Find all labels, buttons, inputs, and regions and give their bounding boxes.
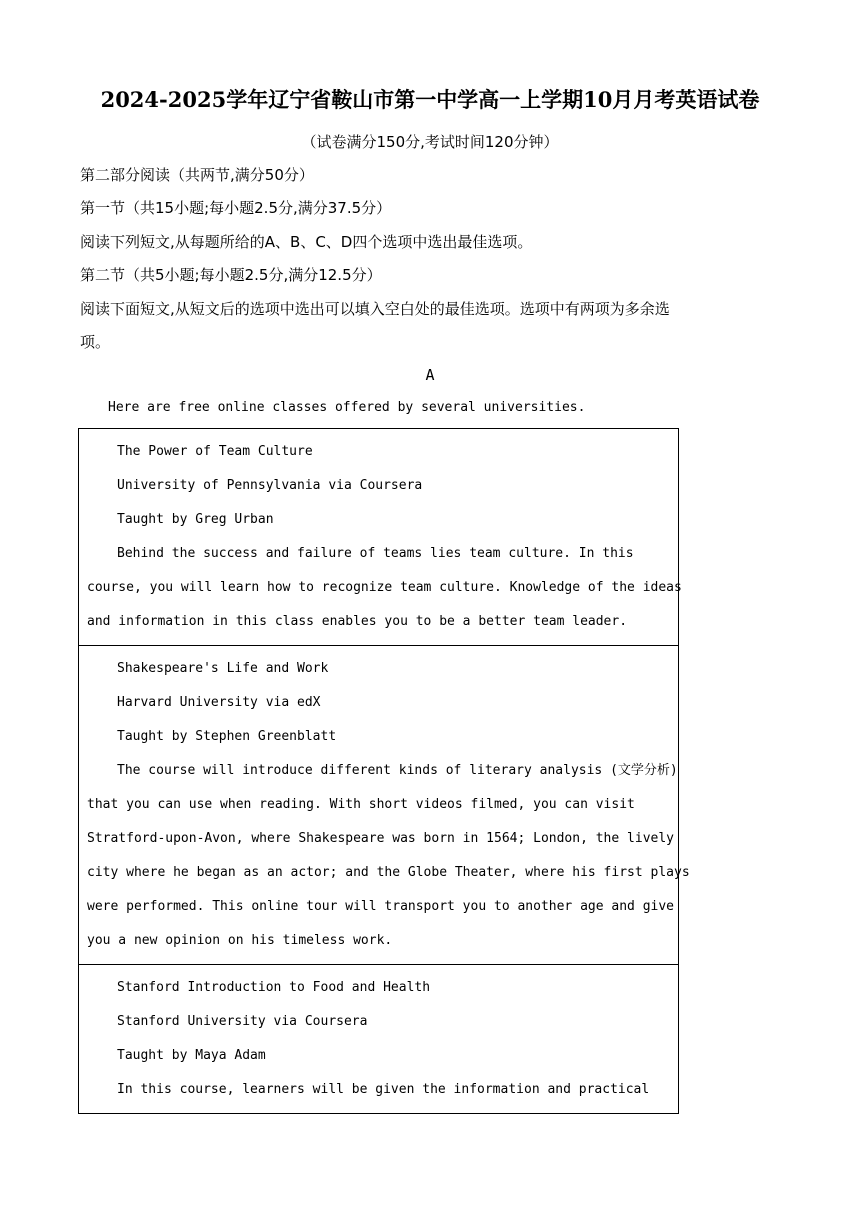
course-description-line: were performed. This online tour will transport you to another age and give	[87, 899, 674, 914]
course-title: Stanford Introduction to Food and Health	[117, 980, 431, 995]
course-teacher: Taught by Greg Urban	[117, 512, 274, 527]
course-provider: Stanford University via Coursera	[117, 1014, 368, 1029]
course-description-line: The course will introduce different kinds of literary analysis (文学分析)	[117, 763, 678, 778]
course-cell	[79, 965, 678, 1113]
course-cell	[79, 646, 690, 965]
course-description-line: Behind the success and failure of teams lies team culture. In this	[117, 546, 634, 561]
course-teacher: Taught by Stephen Greenblatt	[117, 729, 337, 744]
course-title: The Power of Team Culture	[117, 444, 313, 459]
passage-intro: Here are free online classes offered by several universities.	[108, 400, 586, 415]
section2-description-line2: 项。	[80, 333, 111, 351]
exam-title: 2024-2025学年辽宁省鞍山市第一中学高一上学期10月月考英语试卷	[100, 87, 760, 112]
section2-description-line1: 阅读下面短文,从短文后的选项中选出可以填入空白处的最佳选项。选项中有两项为多余选	[80, 300, 670, 318]
part2-heading: 第二部分阅读（共两节,满分50分）	[80, 166, 314, 184]
course-title: Shakespeare's Life and Work	[117, 661, 329, 676]
course-description-line: In this course, learners will be given the information and practical	[117, 1082, 650, 1097]
course-description-line: and information in this class enables you to be a better team leader.	[87, 614, 628, 629]
course-description-line: that you can use when reading. With short videos filmed, you can visit	[87, 797, 635, 812]
section1-heading: 第一节（共15小题;每小题2.5分,满分37.5分）	[80, 199, 392, 217]
course-teacher: Taught by Maya Adam	[117, 1048, 266, 1063]
course-description-line: you a new opinion on his timeless work.	[87, 933, 393, 948]
course-description-line: course, you will learn how to recognize team culture. Knowledge of the ideas	[87, 580, 682, 595]
section1-description: 阅读下列短文,从每题所给的A、B、C、D四个选项中选出最佳选项。	[80, 233, 533, 251]
exam-subtitle: （试卷满分150分,考试时间120分钟）	[301, 133, 559, 151]
course-provider: University of Pennsylvania via Coursera	[117, 478, 423, 493]
passage-letter: A	[425, 366, 435, 384]
course-cell	[79, 429, 682, 646]
course-description-line: Stratford-upon-Avon, where Shakespeare was born in 1564; London, the lively	[87, 831, 674, 846]
course-table	[78, 428, 690, 1114]
course-description-line: city where he began as an actor; and the Globe Theater, where his first plays	[87, 865, 690, 880]
course-provider: Harvard University via edX	[117, 695, 321, 710]
section2-heading: 第二节（共5小题;每小题2.5分,满分12.5分）	[80, 266, 382, 284]
